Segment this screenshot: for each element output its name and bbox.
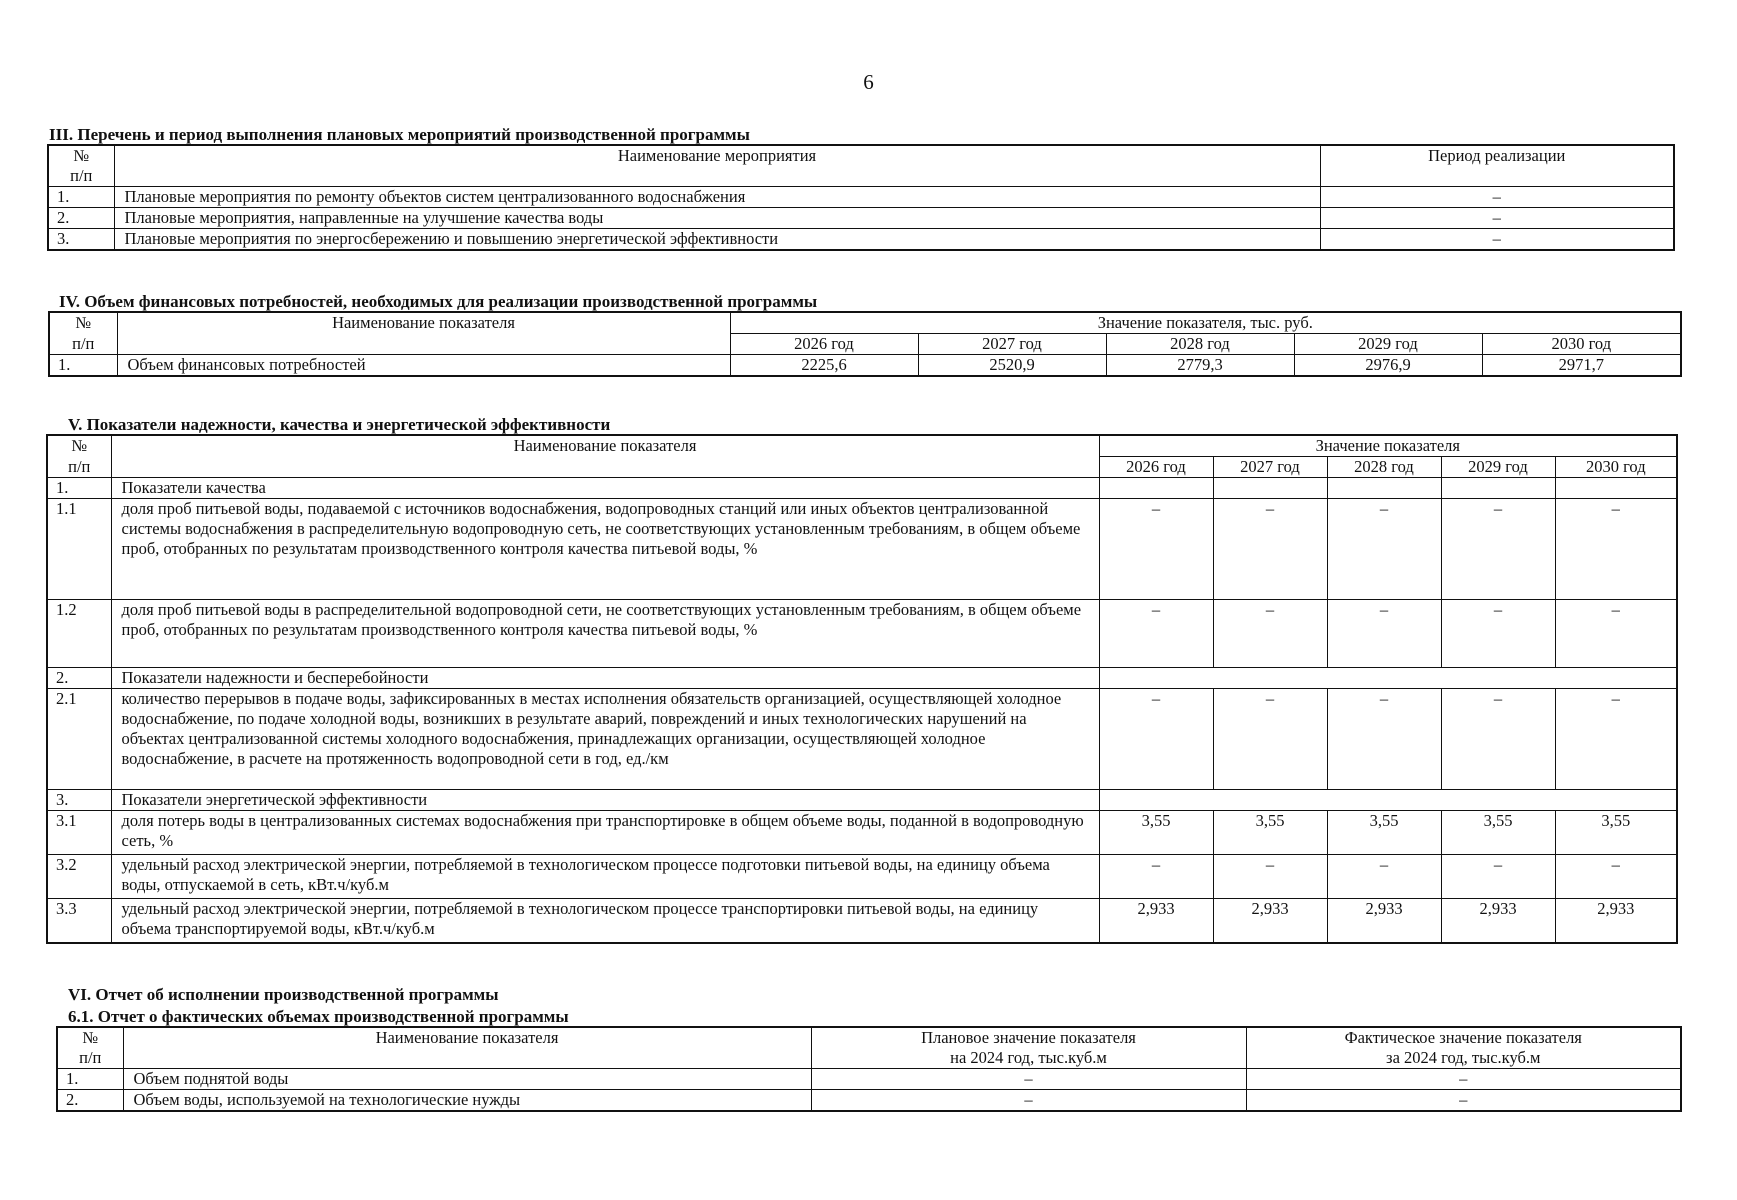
section-4-table	[48, 311, 1682, 377]
row-name: Плановые мероприятия по ремонту объектов систем централизованного водоснабжения	[114, 187, 1320, 208]
header-name: Наименование показателя	[123, 1027, 811, 1048]
header-name-empty	[111, 457, 1099, 478]
header-name: Наименование показателя	[117, 312, 730, 334]
row-num: 2.	[57, 1090, 123, 1112]
row-num: 1.	[57, 1069, 123, 1090]
row-value: –	[1213, 499, 1327, 600]
table-header-row	[49, 334, 1681, 355]
header-year: 2030 год	[1482, 334, 1681, 355]
header-year: 2028 год	[1327, 457, 1441, 478]
row-num: 1.	[48, 187, 114, 208]
row-num: 2.	[47, 668, 111, 689]
row-value: 2779,3	[1106, 355, 1294, 377]
row-name: доля проб питьевой воды в распределительной водопроводной сети, не соответствующих установленным требованиям, в общем объеме проб, отобранных по результатам производственного контроля качества питьевой воды, %	[111, 600, 1099, 668]
row-value: 2,933	[1555, 899, 1677, 943]
header-year: 2026 год	[730, 334, 918, 355]
table-row	[47, 899, 1677, 943]
row-fact: –	[1246, 1069, 1681, 1090]
row-plan: –	[811, 1069, 1246, 1090]
row-name: Объем поднятой воды	[123, 1069, 811, 1090]
row-value: 2,933	[1099, 899, 1213, 943]
section-5	[49, 415, 1678, 944]
row-num: 2.1	[47, 689, 111, 790]
header-period: Период реализации	[1320, 145, 1674, 187]
header-value: Значение показателя, тыс. руб.	[730, 312, 1681, 334]
row-num: 1.	[49, 355, 117, 377]
table-header-row	[48, 145, 1674, 187]
header-fact-b: за 2024 год, тыс.куб.м	[1246, 1048, 1681, 1069]
section-6-subtitle: 6.1. Отчет о фактических объемах производственной программы	[68, 1007, 569, 1026]
row-value: –	[1213, 855, 1327, 899]
row-value-empty	[1213, 478, 1327, 499]
table-row	[47, 499, 1677, 600]
row-value: –	[1327, 689, 1441, 790]
row-value: 3,55	[1555, 811, 1677, 855]
table-header-row	[47, 457, 1677, 478]
row-value: 3,55	[1099, 811, 1213, 855]
row-value: –	[1099, 855, 1213, 899]
header-year: 2030 год	[1555, 457, 1677, 478]
header-plan-b: на 2024 год, тыс.куб.м	[811, 1048, 1246, 1069]
section-6	[49, 985, 1682, 1112]
table-header-row	[57, 1048, 1681, 1069]
header-year: 2029 год	[1441, 457, 1555, 478]
table-row	[57, 1069, 1681, 1090]
header-num-b: п/п	[49, 334, 117, 355]
row-plan: –	[811, 1090, 1246, 1112]
header-name: Наименование показателя	[111, 435, 1099, 457]
header-num-a: №	[73, 146, 90, 165]
row-period: –	[1320, 208, 1674, 229]
row-value: 2976,9	[1294, 355, 1482, 377]
section-3	[49, 125, 1675, 251]
table-header-row	[47, 435, 1677, 457]
header-year: 2028 год	[1106, 334, 1294, 355]
header-value: Значение показателя	[1099, 435, 1677, 457]
row-period: –	[1320, 187, 1674, 208]
row-value: 2,933	[1327, 899, 1441, 943]
row-value-empty	[1441, 478, 1555, 499]
row-value: –	[1213, 689, 1327, 790]
row-fact: –	[1246, 1090, 1681, 1112]
section-6-table	[56, 1026, 1682, 1112]
table-row	[47, 478, 1677, 499]
row-num: 1.1	[47, 499, 111, 600]
row-value: 2971,7	[1482, 355, 1681, 377]
table-header-row	[57, 1027, 1681, 1048]
row-value: –	[1441, 689, 1555, 790]
table-row	[57, 1090, 1681, 1112]
header-name: Наименование мероприятия	[114, 145, 1320, 187]
table-row	[47, 600, 1677, 668]
row-value: –	[1441, 855, 1555, 899]
section-4-title: IV. Объем финансовых потребностей, необходимых для реализации производственной программы	[59, 292, 818, 311]
row-num: 1.	[47, 478, 111, 499]
row-value-empty	[1099, 790, 1677, 811]
row-value-empty	[1555, 478, 1677, 499]
header-name-empty	[123, 1048, 811, 1069]
row-num: 2.	[48, 208, 114, 229]
row-num: 3.	[48, 229, 114, 251]
row-value: –	[1099, 499, 1213, 600]
section-5-table	[46, 434, 1678, 944]
section-6-title: VI. Отчет об исполнении производственной программы	[68, 985, 499, 1004]
row-value-empty	[1327, 478, 1441, 499]
table-row	[47, 689, 1677, 790]
header-name-empty	[117, 334, 730, 355]
table-row	[47, 790, 1677, 811]
row-num: 3.	[47, 790, 111, 811]
row-value: 2225,6	[730, 355, 918, 377]
row-value: 3,55	[1213, 811, 1327, 855]
row-value: –	[1555, 855, 1677, 899]
row-value: –	[1099, 689, 1213, 790]
header-year: 2027 год	[918, 334, 1106, 355]
header-fact: Фактическое значение показателя	[1246, 1027, 1681, 1048]
table-header-row	[49, 312, 1681, 334]
header-num: №	[57, 1027, 123, 1048]
row-value: –	[1099, 600, 1213, 668]
row-name: Показатели энергетической эффективности	[111, 790, 1099, 811]
page-number: 6	[863, 70, 874, 94]
section-3-table	[47, 144, 1675, 251]
header-year: 2027 год	[1213, 457, 1327, 478]
row-value-empty	[1099, 478, 1213, 499]
row-name: доля потерь воды в централизованных системах водоснабжения при транспортировке в общем объеме воды, поданной в водопроводную сеть, %	[111, 811, 1099, 855]
table-row	[49, 355, 1681, 377]
row-period: –	[1320, 229, 1674, 251]
row-name: удельный расход электрической энергии, потребляемой в технологическом процессе транспортировки питьевой воды, на единицу объема транспортируемой воды, кВт.ч/куб.м	[111, 899, 1099, 943]
section-4	[49, 292, 1682, 377]
table-row	[48, 229, 1674, 251]
row-num: 1.2	[47, 600, 111, 668]
row-name: Показатели качества	[111, 478, 1099, 499]
row-name: количество перерывов в подаче воды, зафиксированных в местах исполнения обязательств организацией, осуществляющей холодное водоснабжение, по подаче холодной воды, возникших в результате аварий, повреждений и иных технологических нарушений на объектах централизованной системы холодного водоснабжения, принадлежащих организации, осуществляющей холодное водоснабжение, в расчете на протяженность водопроводной сети в год, ед./км	[111, 689, 1099, 790]
table-row	[47, 855, 1677, 899]
row-num: 3.1	[47, 811, 111, 855]
header-num: №	[49, 312, 117, 334]
row-num: 3.2	[47, 855, 111, 899]
row-value: 2,933	[1441, 899, 1555, 943]
row-name: Показатели надежности и бесперебойности	[111, 668, 1099, 689]
row-value: –	[1327, 499, 1441, 600]
row-name: доля проб питьевой воды, подаваемой с источников водоснабжения, водопроводных станций или иных объектов централизованной системы водоснабжения в распределительную водопроводную сеть, не соответствующих установленным требованиям, в общем объеме проб, отобранных по результатам производственного контроля качества питьевой воды, %	[111, 499, 1099, 600]
header-num: №	[47, 435, 111, 457]
row-value: –	[1441, 499, 1555, 600]
header-num-b: п/п	[47, 457, 111, 478]
row-value: 3,55	[1327, 811, 1441, 855]
header-num	[48, 145, 114, 187]
header-year: 2026 год	[1099, 457, 1213, 478]
header-num-b: п/п	[70, 166, 93, 185]
row-value: –	[1213, 600, 1327, 668]
row-value: –	[1555, 600, 1677, 668]
row-name: Плановые мероприятия, направленные на улучшение качества воды	[114, 208, 1320, 229]
header-year: 2029 год	[1294, 334, 1482, 355]
row-value: 3,55	[1441, 811, 1555, 855]
row-name: удельный расход электрической энергии, потребляемой в технологическом процессе подготовки питьевой воды, на единицу объема воды, отпускаемой в сеть, кВт.ч/куб.м	[111, 855, 1099, 899]
row-name: Объем воды, используемой на технологические нужды	[123, 1090, 811, 1112]
row-value: –	[1327, 600, 1441, 668]
row-value: –	[1441, 600, 1555, 668]
table-row	[47, 668, 1677, 689]
table-row	[47, 811, 1677, 855]
table-row	[48, 208, 1674, 229]
row-value: –	[1555, 689, 1677, 790]
section-3-title: III. Перечень и период выполнения плановых мероприятий производственной программы	[49, 125, 750, 144]
row-value: –	[1327, 855, 1441, 899]
row-name: Объем финансовых потребностей	[117, 355, 730, 377]
header-plan: Плановое значение показателя	[811, 1027, 1246, 1048]
header-num-b: п/п	[57, 1048, 123, 1069]
row-name: Плановые мероприятия по энергосбережению и повышению энергетической эффективности	[114, 229, 1320, 251]
row-value: 2,933	[1213, 899, 1327, 943]
row-value: 2520,9	[918, 355, 1106, 377]
section-5-title: V. Показатели надежности, качества и энергетической эффективности	[68, 415, 611, 434]
row-value: –	[1555, 499, 1677, 600]
table-row	[48, 187, 1674, 208]
row-value-empty	[1099, 668, 1677, 689]
row-num: 3.3	[47, 899, 111, 943]
